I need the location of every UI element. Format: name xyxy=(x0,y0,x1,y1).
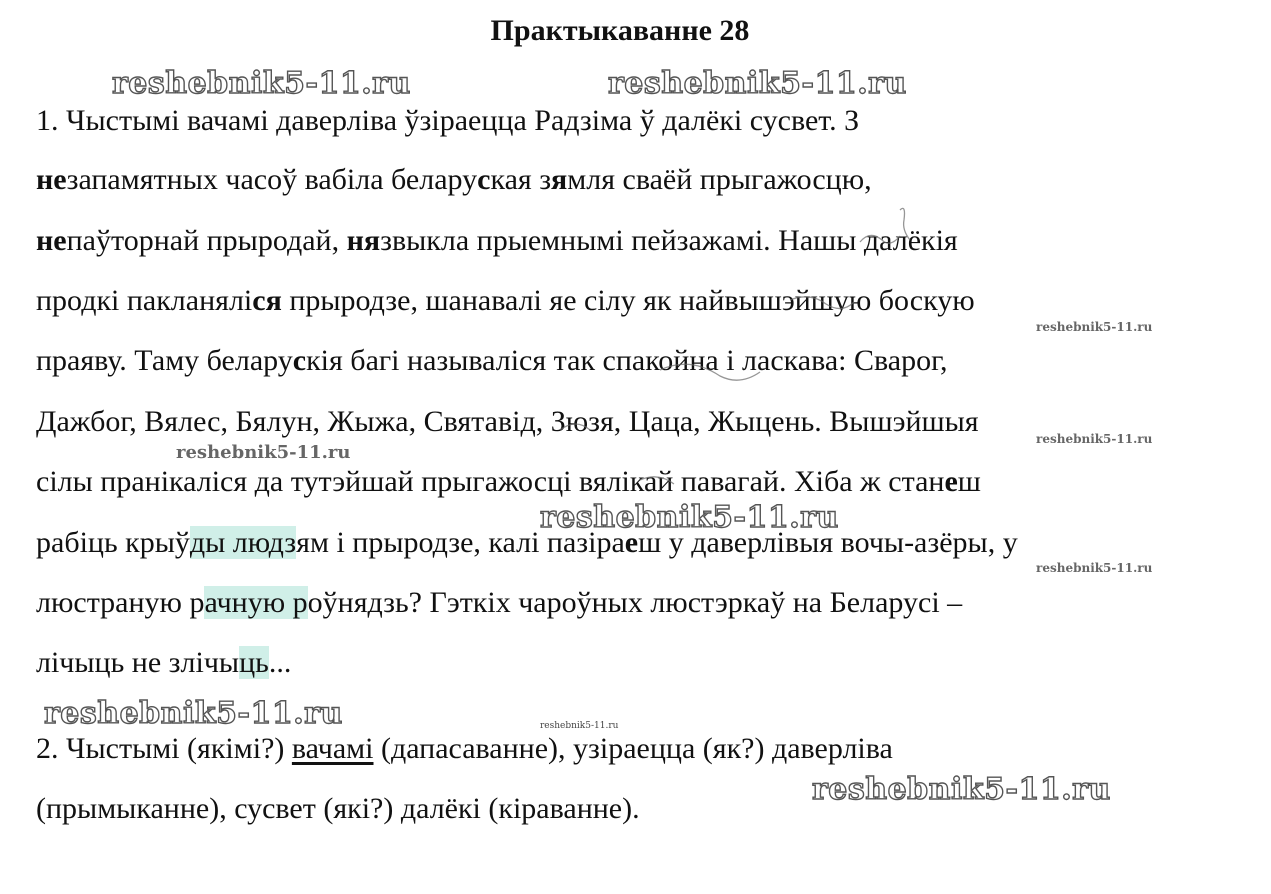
watermark: reshebnik5-11.ru xyxy=(176,442,351,463)
underlined-word: вачамі xyxy=(291,732,374,765)
watermark: reshebnik5-11.ru xyxy=(608,66,907,101)
text-line-7: сілы пранікаліся да тутэйшай прыгажосці вялікай павагай. Хіба ж станеш xyxy=(36,465,981,498)
text-line-9: люстраную рачную роўнядзь? Гэткіх чароўных люстэркаў на Беларусі – xyxy=(36,586,963,619)
page-title: Практыкаванне 28 xyxy=(490,14,750,47)
watermark: reshebnik5-11.ru xyxy=(1036,561,1153,575)
text-line-10: лічыць не злічыць... xyxy=(36,646,292,679)
watermark: reshebnik5-11.ru xyxy=(1036,320,1153,334)
watermark: reshebnik5-11.ru xyxy=(812,772,1111,807)
highlight: ць xyxy=(239,646,269,679)
text-line-5: праяву. Таму беларускія багі называліся так спакойна і ласкава: Сварог, xyxy=(36,344,948,377)
text-line-1: 1. Чыстымі вачамі даверліва ўзіраецца Радзіма ў далёкі сусвет. З xyxy=(36,104,860,137)
watermark: reshebnik5-11.ru xyxy=(1036,432,1153,446)
text-line-3: непаўторнай прыродай, нязвыкла прыемнымі пейзажамі. Нашы далёкія xyxy=(36,224,958,257)
watermark: reshebnik5-11.ru xyxy=(540,721,619,731)
text-line-8: рабіць крыўды людзям і прыродзе, калі пазіраеш у даверлівыя вочы-азёры, у xyxy=(36,526,1018,559)
text-line-2: незапамятных часоў вабіла беларуская зямля сваёй прыгажосцю, xyxy=(36,163,872,196)
answer-line-2: (прымыканне), сусвет (які?) далёкі (кіраванне). xyxy=(36,792,640,825)
watermark: reshebnik5-11.ru xyxy=(540,500,839,535)
highlight: ачную р xyxy=(204,586,308,619)
watermark: reshebnik5-11.ru xyxy=(112,66,411,101)
answer-line-1: 2. Чыстымі (якімі?) вачамі (дапасаванне), узіраецца (як?) даверліва xyxy=(36,732,893,765)
text-line-6: Дажбог, Вялес, Бялун, Жыжа, Святавід, Зюзя, Цаца, Жыцень. Вышэйшыя xyxy=(36,405,979,438)
highlight: ды людз xyxy=(189,526,297,559)
watermark: reshebnik5-11.ru xyxy=(44,696,343,731)
text-line-4: продкі пакланяліся прыродзе, шанавалі яе сілу як найвышэйшую боскую xyxy=(36,284,975,317)
